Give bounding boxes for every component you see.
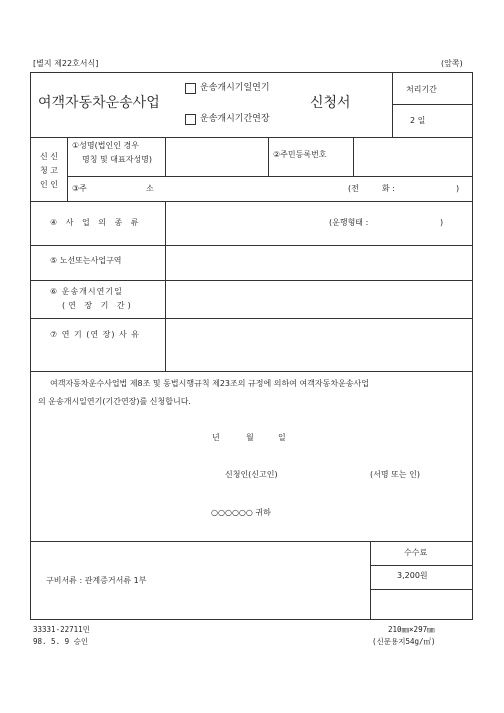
date-day: 일: [278, 433, 286, 442]
business-type-label: ④ 사 업 의 종 류: [50, 218, 142, 227]
form-number: [별지 제22호서식]: [33, 59, 99, 68]
resident-number-label: ②주민등록번호: [273, 150, 327, 159]
phone-label-2: 화 :: [382, 184, 395, 193]
route-label: ⑤ 노선또는사업구역: [50, 256, 122, 265]
business-type-field[interactable]: [166, 202, 316, 245]
option-period-extension: 운송개시기간연장: [200, 114, 270, 124]
fee-label: 수수료: [404, 548, 428, 557]
applicant-group-label-1: 신 신: [40, 152, 58, 161]
fee-value: 3,200원: [397, 571, 428, 580]
address-label: ③주: [72, 184, 87, 193]
title-left: 여객자동차운송사업: [38, 95, 160, 111]
reason-label: ⑦ 연 기 (연 장) 사 유: [50, 330, 141, 339]
processing-period-value: 2 일: [410, 116, 426, 125]
footer-paper-size: 210㎜×297㎜: [388, 625, 435, 634]
extension-period-label: (연 장 기 간): [62, 301, 134, 310]
checkbox-start-delay[interactable]: [185, 83, 196, 94]
reason-field[interactable]: [166, 319, 470, 370]
applicant-group-label-2: 청 고: [40, 166, 58, 175]
date-year: 년: [212, 433, 220, 442]
date-month: 월: [246, 433, 254, 442]
statement-line-1: 여객자동차운수사업법 제8조 및 동법시행규칙 제23조의 규정에 의하여 여객자동차운송사업: [50, 379, 370, 388]
page-side-label: (앞쪽): [441, 59, 463, 68]
address-label-2: 소: [146, 184, 154, 193]
applicant-group-label-3: 인 인: [40, 180, 58, 189]
name-label: ①성명(법인인 경우: [72, 141, 139, 150]
footer-code: 33331-22711민: [33, 625, 90, 634]
start-delay-label: ⑥ 운송개시연기일: [50, 287, 123, 296]
signature-or-seal-label: (서명 또는 인): [370, 470, 420, 479]
name-field[interactable]: [166, 138, 267, 175]
title-right: 신청서: [310, 95, 351, 111]
addressee: ○○○○○○ 귀하: [211, 508, 271, 517]
checkbox-period-extension[interactable]: [185, 114, 196, 125]
option-start-delay: 운송개시기일연기: [200, 83, 270, 93]
operation-type-close: ): [440, 218, 444, 227]
route-field[interactable]: [166, 246, 470, 279]
attachment-note: 구비서류 : 관계증거서류 1부: [46, 576, 147, 585]
start-delay-field[interactable]: [166, 281, 470, 317]
processing-period-label: 처리기간: [406, 85, 437, 94]
address-field[interactable]: [166, 177, 346, 200]
phone-close: ): [456, 184, 460, 193]
footer-approval: 98. 5. 9 승인: [33, 637, 89, 646]
operation-type-label: (운행형태 :: [329, 218, 369, 227]
phone-label: (전: [348, 184, 359, 193]
resident-number-field[interactable]: [354, 138, 470, 175]
applicant-signature-label: 신청인(신고인): [225, 470, 278, 479]
name-label-2: 명칭 및 대표자성명): [82, 155, 153, 164]
footer-paper-type: (신문용지54g/㎡): [372, 637, 436, 646]
statement-line-2: 의 운송개시일연기(기간연장)를 신청합니다.: [38, 397, 191, 406]
